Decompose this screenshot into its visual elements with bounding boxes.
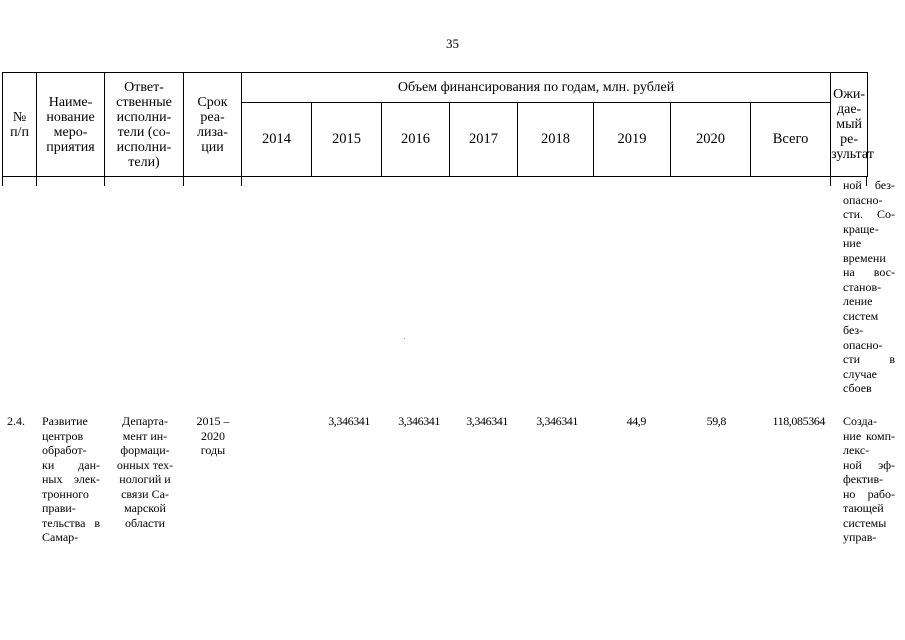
header-name [37, 73, 105, 177]
text-line: сти в [843, 352, 895, 366]
row-name [42, 414, 100, 545]
header-total: Всего [751, 103, 831, 177]
header-year: 2020 [671, 103, 751, 177]
text-line: области [124, 515, 166, 530]
header-line: дае- [836, 102, 862, 117]
header-funding: Объем финансирования по годам, млн. рублей [242, 73, 831, 103]
column-line [241, 176, 242, 186]
text-line: центров [42, 428, 84, 443]
header-line: п/п [10, 124, 29, 140]
table-header [2, 72, 874, 177]
header-line: мый [836, 117, 862, 132]
text-line: ных элек- [42, 472, 100, 486]
value-2019: 44,9 [626, 414, 646, 428]
header-line: приятия [46, 139, 95, 155]
text-line: Самар- [42, 530, 79, 544]
text-line: Развитие [42, 414, 88, 428]
header-line: исполни- [116, 139, 172, 155]
text-line: Созда- [843, 414, 877, 428]
scan-speck [404, 338, 405, 339]
header-line: Наиме- [48, 94, 93, 110]
text-line: марской [124, 501, 166, 515]
value-2018: 3,346341 [536, 414, 578, 428]
value-2020: 59,8 [706, 414, 726, 428]
header-line: меро- [53, 124, 88, 140]
text-line: систем [843, 308, 879, 323]
text-line: тающей [843, 501, 884, 515]
column-line [830, 176, 831, 186]
text-line: опасно- [843, 337, 883, 352]
text-line: ной без- [843, 178, 895, 192]
header-term [184, 73, 242, 177]
row-term [188, 414, 238, 458]
text-line: онных тех- [116, 457, 174, 472]
header-num [3, 73, 37, 177]
header-line: ции [201, 139, 224, 155]
header-line: ре- [840, 132, 859, 147]
text-line: 2020 [201, 428, 225, 443]
value-2015: 3,346341 [328, 414, 370, 428]
text-line: сти. Со- [843, 207, 895, 221]
header-line: тели) [128, 154, 160, 170]
text-line: случае [843, 366, 878, 381]
text-line: опасно- [843, 192, 883, 207]
text-line: системы [843, 515, 887, 530]
text-line: без- [843, 323, 864, 337]
text-line: на вос- [843, 265, 895, 279]
text-line: ление [843, 294, 873, 308]
text-line: фектив- [843, 472, 884, 486]
header-year: 2016 [382, 103, 450, 177]
text-line: станов- [843, 279, 882, 294]
header-year: 2015 [312, 103, 382, 177]
value-2016: 3,346341 [398, 414, 440, 428]
header-year: 2017 [450, 103, 518, 177]
text-line: ки дан- [42, 457, 100, 472]
text-line: 2015 – [196, 414, 230, 428]
text-line: нологий и [119, 472, 171, 486]
header-year: 2014 [242, 103, 312, 177]
row-result [843, 414, 895, 545]
column-line [104, 176, 105, 186]
text-line: связи Са- [121, 486, 169, 501]
text-line: лекс- [843, 443, 870, 457]
header-line: Ответ- [124, 79, 164, 95]
row-number: 2.4. [7, 414, 25, 428]
column-line [2, 176, 3, 186]
column-line [183, 176, 184, 186]
page-number: 35 [446, 36, 459, 51]
header-line: Срок [197, 94, 228, 110]
column-line [36, 176, 37, 186]
value-total: 118,085364 [772, 414, 825, 428]
header-year: 2019 [594, 103, 671, 177]
text-line: краще- [843, 221, 879, 236]
header-line: исполни- [116, 109, 172, 125]
header-line: ственные [116, 94, 172, 110]
header-result [831, 73, 874, 177]
value-2017: 3,346341 [466, 414, 508, 428]
header-line: лиза- [197, 124, 228, 140]
header-line: № [12, 109, 27, 125]
text-line: обработ- [42, 443, 87, 457]
text-line: мент ин- [122, 428, 168, 443]
continued-result-text [843, 178, 895, 396]
header-responsible [105, 73, 184, 177]
text-line: тельства в [42, 515, 100, 530]
text-line: ние комп- [843, 428, 895, 443]
text-line: управ- [843, 530, 877, 544]
text-line: времени [843, 250, 886, 265]
header-line: зультат [831, 147, 874, 162]
header-line: реа- [200, 109, 225, 125]
header-year: 2018 [518, 103, 594, 177]
row-responsible [110, 414, 180, 530]
text-line: но рабо- [843, 486, 895, 501]
text-line: ние [843, 236, 862, 250]
header-line: нование [46, 109, 95, 125]
header-line: Ожи- [833, 87, 866, 102]
text-line: ной эф- [843, 457, 895, 472]
text-line: тронного [42, 486, 89, 501]
text-line: Департа- [122, 414, 168, 428]
text-line: формаци- [120, 443, 170, 457]
header-line: тели (со- [117, 124, 171, 140]
text-line: сбоев [843, 381, 872, 395]
text-line: годы [200, 443, 226, 457]
text-line: прави- [42, 501, 76, 515]
